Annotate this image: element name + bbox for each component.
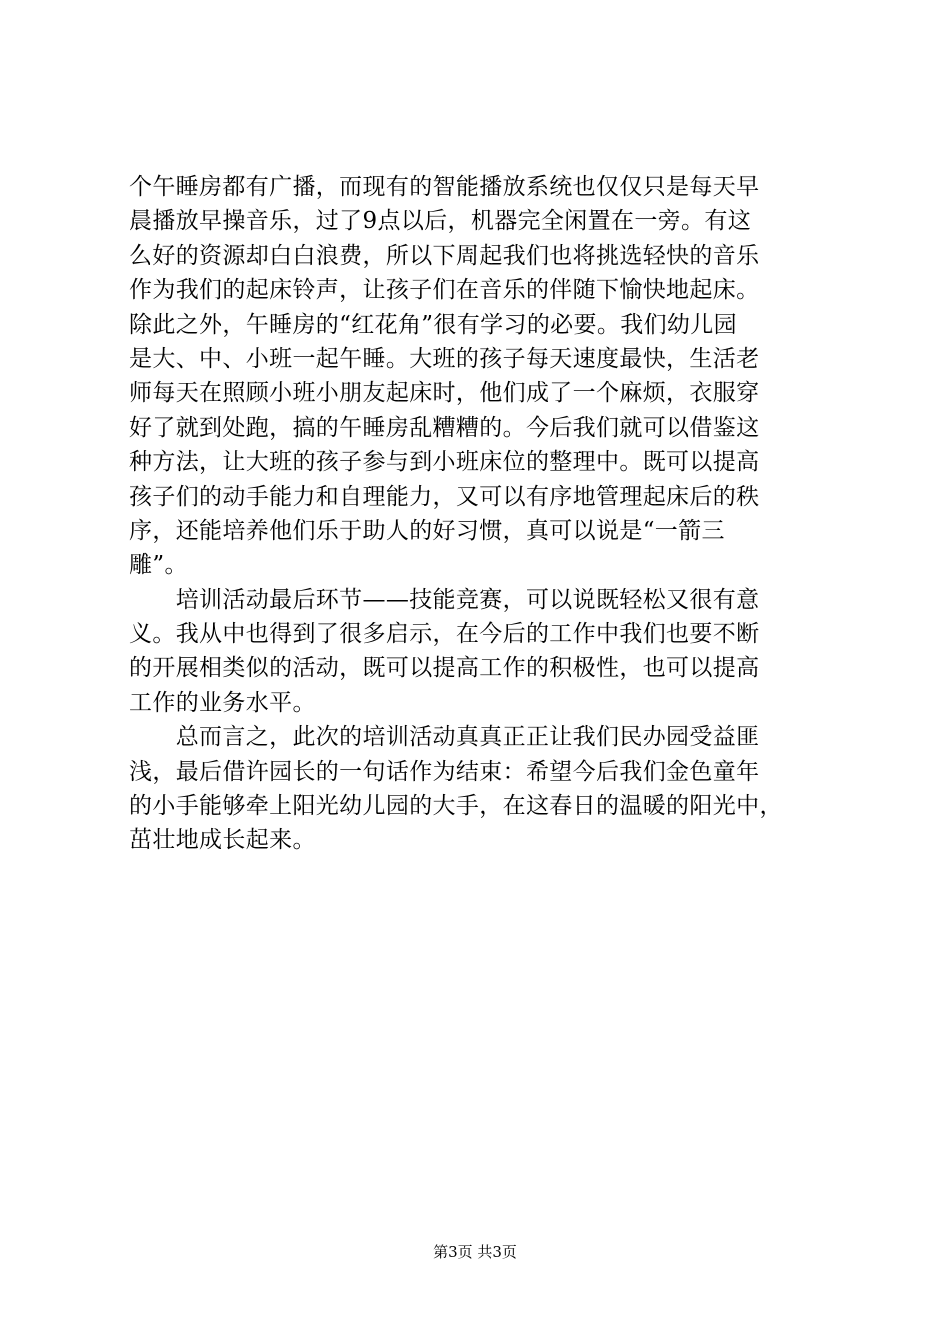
text-line: 么好的资源却白白浪费，所以下周起我们也将挑选轻快的音乐 <box>129 242 760 269</box>
body-text <box>129 170 829 858</box>
text-line: 义。我从中也得到了很多启示，在今后的工作中我们也要不断 <box>129 621 760 648</box>
text-line: 雕”。 <box>129 552 188 579</box>
page-number-label: 第3页 共3页 <box>433 1243 517 1261</box>
text-line: 工作的业务水平。 <box>129 689 316 716</box>
text-line: 好了就到处跑，搞的午睡房乱糟糟的。今后我们就可以借鉴这 <box>129 414 760 441</box>
text-line: 孩子们的动手能力和自理能力，又可以有序地管理起床后的秩 <box>129 483 760 510</box>
text-line: 除此之外，午睡房的“红花角”很有学习的必要。我们幼儿园 <box>129 311 737 338</box>
page-footer <box>0 1242 950 1262</box>
text-line: 师每天在照顾小班小朋友起床时，他们成了一个麻烦，衣服穿 <box>129 380 760 407</box>
text-line: 浅，最后借许园长的一句话作为结束：希望今后我们金色童年 <box>129 758 760 785</box>
text-line: 茁壮地成长起来。 <box>129 827 316 854</box>
text-line: 作为我们的起床铃声，让孩子们在音乐的伴随下愉快地起床。 <box>129 277 760 304</box>
text-line: 序，还能培养他们乐于助人的好习惯，真可以说是“一箭三 <box>129 517 725 544</box>
text-line: 种方法，让大班的孩子参与到小班床位的整理中。既可以提高 <box>129 449 760 476</box>
text-line: 的开展相类似的活动，既可以提高工作的积极性，也可以提高 <box>129 655 760 682</box>
text-line: 总而言之，此次的培训活动真真正正让我们民办园受益匪 <box>129 724 760 751</box>
text-line: 的小手能够牵上阳光幼儿园的大手，在这春日的温暖的阳光中， <box>129 793 783 820</box>
text-line: 个午睡房都有广播，而现有的智能播放系统也仅仅只是每天早 <box>129 174 760 200</box>
text-line: 晨播放早操音乐，过了9点以后，机器完全闲置在一旁。有这 <box>129 208 752 235</box>
text-line: 培训活动最后环节——技能竞赛，可以说既轻松又很有意 <box>129 586 760 613</box>
text-line: 是大、中、小班一起午睡。大班的孩子每天速度最快，生活老 <box>129 345 760 372</box>
